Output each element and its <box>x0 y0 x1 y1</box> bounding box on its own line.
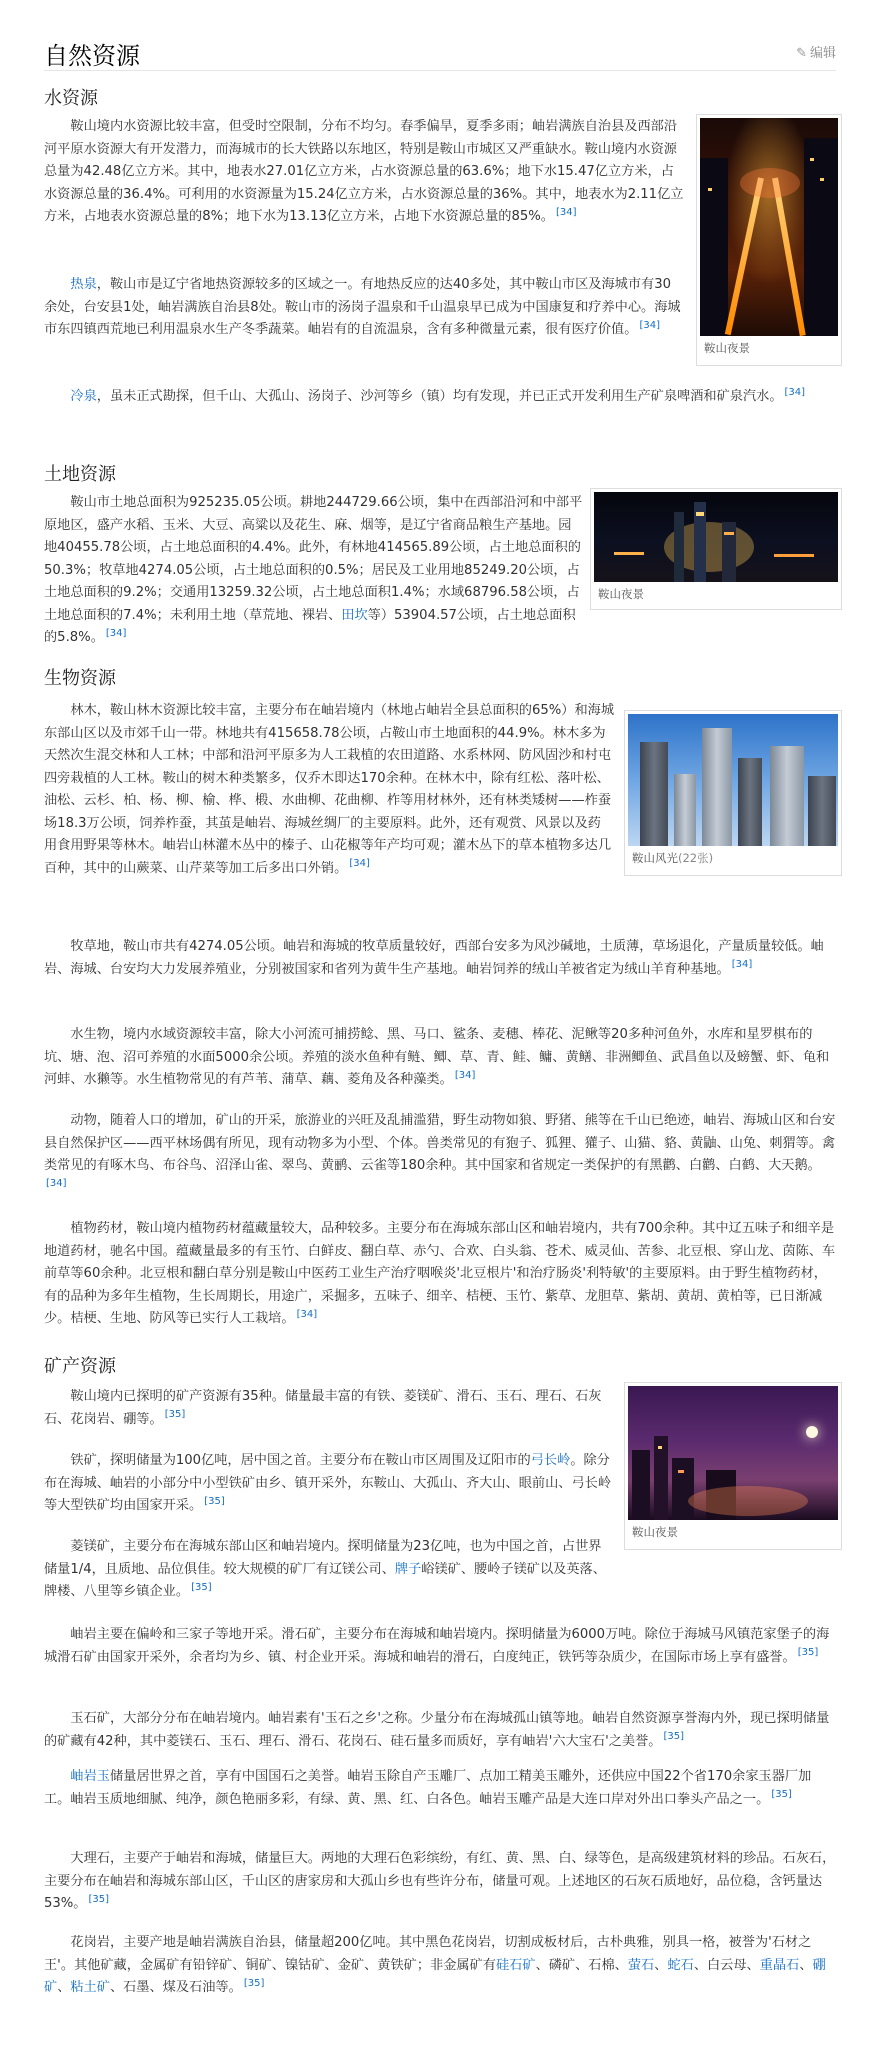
citation[interactable]: [35] <box>663 1731 684 1743</box>
link-boron[interactable]: 硼矿 <box>44 1957 826 1995</box>
paragraph-granite: 花岗岩，主要产地是岫岩满族自治县，储量超200亿吨。其中黑色花岗岩，切割成板材后，古朴典雅，别具一格，被誉为'石材之王'。其他矿藏，金属矿有铅锌矿、铜矿、镍钴矿、金矿、黄铁矿；非金属矿有硅石矿、磷矿、石棉、萤石、蛇石、白云母、重晶石、硼矿、粘土矿、石墨、煤及石油等。 [35] <box>44 1935 826 1995</box>
paragraph-land: 鞍山市土地总面积为925235.05公顷。耕地244729.66公顷，集中在西部沿河和中部平原地区，盛产水稻、玉米、大豆、高粱以及花生、麻、烟等，是辽宁省商品粮生产基地。园地40455.78公顷，占土地总面积的4.4%。此外，有林地414565.89公顷，占土地总面积的50.3%；牧草地4274.05公顷，占土地总面积的0.5%；居民及工业用地85249.20公顷，占土地总面积的9.2%；交通用13259.32公顷，占土地总面积1.4%；水域68796.58公顷，占土地总面积的7.4%；未利用土地（草荒地、裸岩、田坎等）53904.57公顷，占土地总面积的5.8%。 [34] <box>44 495 583 645</box>
citation[interactable]: [34] <box>639 319 660 331</box>
link-tiankan[interactable]: 田坎 <box>341 607 368 623</box>
citation[interactable]: [34] <box>296 1308 318 1320</box>
citation[interactable]: [35] <box>191 1581 212 1593</box>
edit-link[interactable] <box>796 42 836 61</box>
link-gongchangling[interactable]: 弓长岭 <box>530 1453 571 1468</box>
paragraph-xiuyan-jade: 岫岩玉储量居世界之首，享有中国国石之美誉。岫岩玉除自产玉雕厂、点加工精美玉雕外，还供应中国22个省170余家玉器厂加工。岫岩玉质地细腻、纯净，颜色艳丽多彩，有绿、黄、黑、红、白各色。岫岩玉雕产品是大连口岸对外出口拳头产品之一。 [35] <box>44 1769 812 1807</box>
photo-count[interactable]: (22张) <box>678 851 714 865</box>
paragraph-marble: 大理石，主要产于岫岩和海城，储量巨大。两地的大理石色彩缤纷，有红、黄、黑、白、绿等色，是高级建筑材料的珍品。石灰石，主要分布在岫岩和海城东部山区，千山区的唐家房和大孤山乡也有些许分布，储量可观。上述地区的石灰石质地好，品位稳，含钙量达53%。 [35] <box>44 1851 836 1911</box>
citation[interactable]: [34] <box>454 1069 476 1081</box>
paragraph-water-1: 鞍山境内水资源比较丰富，但受时空限制，分布不均匀。春季偏旱，夏季多雨；岫岩满族自治县及西部沿河平原水资源大有开发潜力，而海城市的长大铁路以东地区，特别是鞍山市城区又严重缺水。鞍山境内水资源总量为42.48亿立方米。其中，地表水27.01亿立方米，占水资源总量的63.6%；地下水15.47亿立方米，占水资源总量的36.4%。可利用的水资源量为15.24亿立方米，占水资源总量的36%。其中，地表水为2.11亿立方米，占地表水资源总量的8%；地下水为13.13亿立方米，占地下水资源总量的85%。 [34] <box>44 119 684 224</box>
purple-night-photo <box>628 1386 838 1520</box>
citation[interactable]: [35] <box>164 1409 186 1421</box>
image-night-skyline[interactable] <box>590 488 842 610</box>
image-caption: 鞍山夜景 <box>598 587 644 601</box>
paragraph-iron: 铁矿，探明储量为100亿吨，居中国之首。主要分布在鞍山市区周围及辽阳市的弓长岭。除分布在海城、岫岩的小部分中小型铁矿由乡、镇开采外，东鞍山、大孤山、齐大山、眼前山、弓长岭等大型铁矿均由国家开采。 [35] <box>44 1453 612 1513</box>
link-fluorite[interactable]: 萤石 <box>627 1957 655 1973</box>
paragraph-herbs: 植物药材，鞍山境内植物药材蕴藏量较大，品种较多。主要分布在海城东部山区和岫岩境内，共有700余种。其中辽五味子和细辛是地道药材，驰名中国。蕴藏量最多的有玉竹、白鲜皮、翻白草、赤勺、合欢、白头翁、苍术、威灵仙、苦参、北豆根、穿山龙、茵陈、车前草等60余种。北豆根和翻白草分别是鞍山中医药工业生产治疗咽喉炎'北豆根片'和治疗肠炎'利特敏'的主要原料。由于野生植物药材，有的品种为多年生植物，生长周期长，用途广，采掘多，五味子、细辛、桔梗、玉竹、紫草、龙胆草、紫胡、黄胡、黄柏等，已日渐减少。桔梗、生地、防风等已实行人工栽培。 [34] <box>44 1221 836 1326</box>
citation[interactable]: [35] <box>88 1893 110 1905</box>
image-caption: 鞍山夜景 <box>704 341 750 355</box>
link-clay[interactable]: 粘土矿 <box>70 1980 110 1995</box>
night-street-photo <box>700 118 838 336</box>
link-silica[interactable]: 硅石矿 <box>496 1957 536 1973</box>
image-night-street[interactable] <box>696 114 842 366</box>
image-city-scenery[interactable] <box>624 710 842 876</box>
link-serpentine[interactable]: 蛇石 <box>667 1957 694 1973</box>
citation[interactable]: [35] <box>243 1977 265 1989</box>
citation[interactable]: [34] <box>105 627 127 639</box>
paragraph-hot-spring: 热泉，鞍山市是辽宁省地热资源较多的区域之一。有地热反应的达40多处，其中鞍山市区及海城市有30余处，台安县1处，岫岩满族自治县8处。鞍山市的汤岗子温泉和千山温泉早已成为中国康复和疗养中心。海城市东四镇西荒地已利用温泉水生产冬季蔬菜。岫岩有的自流温泉，含有多种微量元素，很有医疗价值。 [34] <box>44 277 681 337</box>
subheading-bio: 生物资源 <box>44 668 116 689</box>
image-purple-night[interactable] <box>624 1382 842 1550</box>
paragraph-aquatic: 水生物，境内水域资源较丰富，除大小河流可捕捞鲶、黑、马口、鲨条、麦穗、棒花、泥鳅等20多种河鱼外，水库和星罗棋布的坑、塘、泡、沼可养殖的水面5000余公顷。养殖的淡水鱼种有鲢、鲫、草、青、鲑、鳙、黄鳝、非洲鲫鱼、武昌鱼以及螃蟹、虾、龟和河蚌、水獭等。水生植物常见的有芦苇、蒲草、藕、菱角及各种藻类。 [34] <box>44 1027 830 1087</box>
link-barite[interactable]: 重晶石 <box>759 1957 800 1973</box>
paragraph-magnesite: 菱镁矿，主要分布在海城东部山区和岫岩境内。探明储量为23亿吨，也为中国之首，占世界储量1/4，且质地、品位俱佳。较大规模的矿厂有辽镁公司、牌子峪镁矿、腰岭子镁矿以及英落、牌楼、八里等乡镇企业。 [35] <box>44 1539 606 1599</box>
paragraph-forest: 林木，鞍山林木资源比较丰富，主要分布在岫岩境内（林地占岫岩全县总面积的65%）和海城东部山区以及市郊千山一带。林地共有415658.78公顷，占鞍山市土地面积的44.9%。林木多为天然次生混交林和人工林；中部和沿河平原多为人工栽植的农田道路、水系林网、防风固沙和村屯四旁栽植的人工林。鞍山的树木种类繁多，仅乔木即达170余种。在林木中，除有红松、落叶松、油松、云杉、柏、杨、柳、榆、桦、椴、水曲柳、花曲柳、柞等用材林外，还有林类矮树——柞蚕场18.3万公顷，饲养柞蚕，其茧是岫岩、海城丝绸厂的主要原料。此外，还有观赏、风景以及药用食用野果等林木。岫岩山林灌木丛中的榛子、山花椒等年产均可观；灌木丛下的草本植物多达几百种，其中的山蕨菜、山芹菜等加工后多出口外销。 [34] <box>44 703 614 876</box>
city-scenery-photo <box>628 714 838 846</box>
citation[interactable]: [34] <box>46 1178 67 1190</box>
citation[interactable]: [34] <box>731 959 753 971</box>
edit-label: 编辑 <box>809 46 836 61</box>
pencil-icon: ✎ <box>796 46 807 61</box>
subheading-land: 土地资源 <box>44 464 116 485</box>
link-paizi[interactable]: 牌子 <box>394 1561 422 1577</box>
paragraph-pasture: 牧草地，鞍山市共有4274.05公顷。岫岩和海城的牧草质量较好，西部台安多为风沙碱地，土质薄，草场退化，产量质量较低。岫岩、海城、台安均大力发展养殖业，分别被国家和省列为黄牛生产基地。岫岩饲养的绒山羊被省定为绒山羊育种基地。 [34] <box>44 939 824 977</box>
paragraph-mineral-intro: 鞍山境内已探明的矿产资源有35种。储量最丰富的有铁、菱镁矿、滑石、玉石、理石、石灰石、花岗岩、硼等。 [35] <box>44 1389 602 1427</box>
citation[interactable]: [34] <box>784 386 806 398</box>
night-skyline-photo <box>594 492 838 582</box>
citation[interactable]: [35] <box>204 1495 225 1507</box>
citation[interactable]: [35] <box>771 1789 792 1801</box>
page-title: 自然资源 <box>44 42 140 70</box>
citation[interactable]: [35] <box>797 1647 819 1659</box>
subheading-mineral: 矿产资源 <box>44 1356 116 1377</box>
image-caption: 鞍山风光(22张) <box>632 851 714 865</box>
paragraph-jade-ore: 玉石矿，大部分分布在岫岩境内。岫岩素有'玉石之乡'之称。少量分布在海城孤山镇等地。岫岩自然资源享誉海内外，现已探明储量的矿藏有42种，其中菱镁石、玉石、理石、滑石、花岗石、硅石量多而质好，享有岫岩'六大宝石'之美誉。 [35] <box>44 1711 830 1749</box>
paragraph-cold-spring: 冷泉，虽未正式勘探，但千山、大孤山、汤岗子、沙河等乡（镇）均有发现，并已正式开发利用生产矿泉啤酒和矿泉汽水。 [34] <box>70 386 806 404</box>
citation[interactable]: [34] <box>555 206 577 218</box>
paragraph-talc: 岫岩主要在偏岭和三家子等地开采。滑石矿，主要分布在海城和岫岩境内。探明储量为6000万吨。除位于海城马风镇范家堡子的海城滑石矿由国家开采外，余者均为乡、镇、村企业开采。海城和岫岩的滑石，白度纯正，铁钙等杂质少，在国际市场上享有盛誉。 [35] <box>44 1627 830 1665</box>
image-caption: 鞍山夜景 <box>632 1525 678 1539</box>
paragraph-animals: 动物，随着人口的增加，矿山的开采，旅游业的兴旺及乱捕滥猎，野生动物如狼、野猪、熊等在千山已绝迹，岫岩、海城山区和台安县自然保护区——西平林场偶有所见，现有动物多为小型、个体。兽类常见的有狍子、狐狸、獾子、山猫、貉、黄鼬、山兔、刺猬等。禽类常见的有啄木鸟、布谷鸟、沼泽山雀、翠鸟、黄鹂、云雀等180余种。其中国家和省规定一类保护的有黑鹳、白鹳、白鹤、大天鹅。[34] <box>44 1113 836 1190</box>
link-xiuyan-jade[interactable]: 岫岩玉 <box>70 1769 110 1784</box>
link-hot-spring[interactable]: 热泉 <box>70 277 97 292</box>
citation[interactable]: [34] <box>349 858 370 870</box>
link-cold-spring[interactable]: 冷泉 <box>70 389 97 404</box>
subheading-water: 水资源 <box>44 88 98 109</box>
section-header <box>44 34 836 71</box>
